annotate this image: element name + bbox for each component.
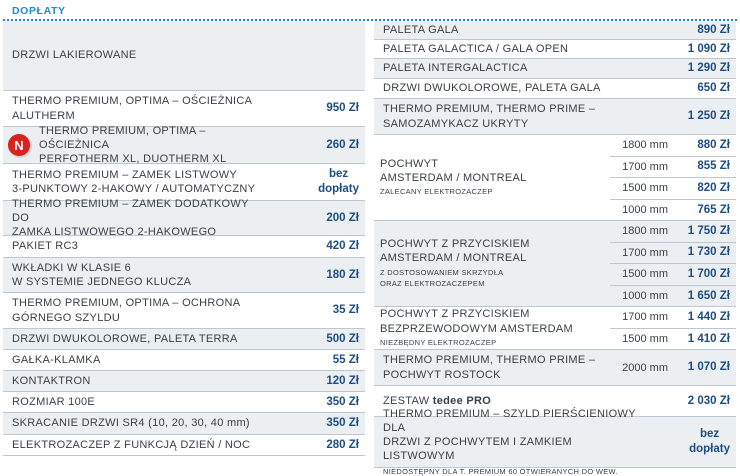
row-label: [12, 435, 265, 455]
row-price: 1 290 Zł: [687, 62, 730, 75]
row-label-bold: tedee PRO: [432, 394, 492, 407]
row-price: 280 Zł: [326, 438, 359, 451]
row-price: 650 Zł: [697, 82, 730, 95]
price-group: [374, 221, 736, 307]
row-label: [12, 258, 265, 292]
row-label-text: DRZWI LAKIEROWANE: [12, 49, 137, 62]
price-option: [610, 264, 736, 286]
price-row: [374, 99, 736, 135]
row-label: [12, 371, 265, 391]
row-label-text: SKRACANIE DRZWI SR4 (10, 20, 30, 40 mm): [12, 417, 250, 430]
option-price: 1 700 Zł: [687, 267, 730, 280]
row-label-text: THERMO PREMIUM, THERMO PRIME – POCHWYT ROSTOCK: [383, 354, 596, 381]
group-label: [374, 135, 610, 220]
row-label-text: ROZMIAR 100E: [12, 395, 96, 408]
row-price: 1 250 Zł: [687, 110, 730, 123]
price-row: [3, 164, 365, 201]
option-price: 880 Zł: [697, 138, 730, 151]
row-price: 350 Zł: [326, 417, 359, 430]
price-option: [610, 221, 736, 243]
row-label: [12, 293, 265, 328]
row-label: [383, 99, 636, 134]
group-note: NIEZBĘDNY ELEKTROZACZEP: [380, 337, 497, 347]
row-label-text: WKŁADKI W KLASIE 6 W SYSTEMIE JEDNEGO KLUCZA: [12, 261, 192, 288]
row-label-text: ELEKTROZACZEP Z FUNKCJĄ DZIEŃ / NOC: [12, 438, 251, 451]
row-price: 35 Zł: [332, 304, 359, 317]
row-size: 2000 mm: [622, 361, 668, 374]
price-option: [610, 243, 736, 265]
row-label: [12, 392, 265, 412]
price-option: [610, 178, 736, 200]
group-label: [374, 221, 610, 306]
section-title: DOPŁATY: [12, 5, 66, 17]
row-label-text: KONTAKTRON: [12, 374, 91, 387]
row-price: 950 Zł: [326, 102, 359, 115]
row-label: [383, 21, 636, 39]
price-row: [374, 350, 736, 386]
row-label-text: THERMO PREMIUM – ZAMEK LISTWOWY 3-PUNKTOWY 2-HAKOWY / AUTOMATYCZNY: [12, 168, 256, 195]
price-row: [3, 435, 365, 456]
price-option: [610, 286, 736, 308]
row-label-text: THERMO PREMIUM, OPTIMA – OŚCIEŻNICA ALUTHERM: [12, 95, 253, 122]
row-price: 120 Zł: [326, 374, 359, 387]
price-option: [610, 157, 736, 179]
price-group: [374, 135, 736, 221]
row-label: [12, 413, 265, 434]
option-price: 1 410 Zł: [687, 332, 730, 345]
price-row: [3, 329, 365, 350]
price-row: [3, 350, 365, 371]
price-option: [610, 329, 736, 351]
row-label-text: DRZWI DWUKOLOROWE, PALETA GALA: [383, 82, 601, 95]
row-label-text: DRZWI DWUKOLOROWE, PALETA TERRA: [12, 332, 238, 345]
price-row: [3, 392, 365, 413]
row-label-text: THERMO PREMIUM – ZAMEK DODATKOWY DO ZAMKA LISTWOWEGO 2-HAKOWEGO: [12, 197, 249, 239]
price-row: [374, 407, 736, 476]
row-label: [39, 124, 265, 166]
price-row: [3, 236, 365, 258]
group-title: POCHWYT Z PRZYCISKIEM AMSTERDAM / MONTREAL: [380, 238, 530, 265]
price-option: [610, 135, 736, 157]
option-size: 1500 mm: [622, 182, 668, 195]
row-label: [383, 350, 606, 385]
row-price: 55 Zł: [332, 353, 359, 366]
row-label: [12, 21, 265, 90]
row-label: [12, 329, 265, 349]
option-size: 1000 mm: [622, 290, 668, 303]
group-label: [374, 307, 610, 349]
row-label: [12, 197, 265, 239]
row-price: 420 Zł: [326, 240, 359, 253]
group-note: ZALECANY ELEKTROZACZEP: [380, 187, 493, 197]
row-label-text: THERMO PREMIUM, THERMO PRIME – SAMOZAMYKACZ UKRYTY: [383, 103, 596, 130]
option-size: 1500 mm: [622, 268, 668, 281]
price-row: [374, 21, 736, 40]
price-row: [3, 21, 365, 91]
option-size: 1500 mm: [622, 333, 668, 346]
row-label: [12, 236, 265, 257]
row-label: [12, 164, 265, 200]
price-option: [610, 200, 736, 222]
option-price: 1 730 Zł: [687, 246, 730, 259]
group-note: Z DOSTOSOWANIEM SKRZYDŁA ORAZ ELEKTROZACZEPEM: [380, 267, 504, 289]
section-header: [0, 0, 740, 21]
option-size: 1800 mm: [622, 225, 668, 238]
row-label-text: THERMO PREMIUM, OPTIMA – OŚCIEŻNICA PERFOTHERM XL, DUOTHERM XL: [39, 124, 227, 166]
row-label-text: GAŁKA-KLAMKA: [12, 353, 101, 366]
row-label-text: THERMO PREMIUM – SZYLD PIERŚCIENIOWY DLA DRZWI Z POCHWYTEM I ZAMKIEM LISTWOWYM: [383, 407, 636, 463]
row-price: 890 Zł: [697, 23, 730, 36]
group-title: POCHWYT Z PRZYCISKIEM BEZPRZEWODOWYM AMSTERDAM: [380, 308, 573, 335]
option-price: 855 Zł: [697, 160, 730, 173]
row-label: [383, 79, 636, 98]
row-price: 350 Zł: [326, 395, 359, 408]
option-price: 1 750 Zł: [687, 224, 730, 237]
price-row: [3, 371, 365, 392]
row-label: [383, 40, 636, 58]
price-row: [3, 258, 365, 293]
new-badge-icon: N: [8, 134, 30, 156]
row-label: [383, 407, 636, 476]
row-price: 200 Zł: [326, 211, 359, 224]
left-price-column: [3, 21, 365, 456]
row-label-text: ZESTAW tedee PRO: [383, 394, 492, 407]
row-price: 1 070 Zł: [687, 361, 730, 374]
price-row: [374, 59, 736, 79]
option-size: 1000 mm: [622, 204, 668, 217]
option-size: 1700 mm: [622, 160, 668, 173]
row-price: 2 030 Zł: [687, 394, 730, 407]
price-row: [3, 91, 365, 127]
price-row: [3, 293, 365, 329]
option-size: 1700 mm: [622, 246, 668, 259]
price-option: [610, 307, 736, 329]
option-size: 1800 mm: [622, 139, 668, 152]
right-price-column: [374, 21, 736, 476]
row-label-text: PALETA GALACTICA / GALA OPEN: [383, 42, 569, 55]
option-price: 1 440 Zł: [687, 310, 730, 323]
price-row: [3, 413, 365, 435]
row-label-text: PAKIET RC3: [12, 240, 79, 253]
option-size: 1700 mm: [622, 311, 668, 324]
row-note: NIEDOSTĘPNY DLA T. PREMIUM 60 OTWIERANYCH DO WEW.: [383, 466, 618, 476]
group-title: POCHWYT AMSTERDAM / MONTREAL: [380, 157, 527, 185]
price-row: [374, 79, 736, 99]
price-row: [3, 197, 365, 239]
row-price: 1 090 Zł: [687, 42, 730, 55]
row-label-text: PALETA INTERGALACTICA: [383, 62, 528, 75]
price-row: [3, 124, 365, 166]
option-price: 765 Zł: [697, 203, 730, 216]
row-label-text: THERMO PREMIUM, OPTIMA – OCHRONA GÓRNEGO SZYLDU: [12, 297, 241, 324]
row-price: bez dopłaty: [318, 168, 359, 195]
row-price: 260 Zł: [326, 138, 359, 151]
option-price: 820 Zł: [697, 181, 730, 194]
row-label: [12, 91, 265, 126]
price-group: [374, 307, 736, 350]
row-price: bez dopłaty: [689, 428, 730, 455]
price-row: [374, 40, 736, 59]
row-label: [383, 59, 636, 78]
row-price: 180 Zł: [326, 268, 359, 281]
row-label-text: PALETA GALA: [383, 23, 459, 36]
option-price: 1 650 Zł: [687, 289, 730, 302]
row-price: 500 Zł: [326, 332, 359, 345]
row-label: [12, 350, 265, 370]
